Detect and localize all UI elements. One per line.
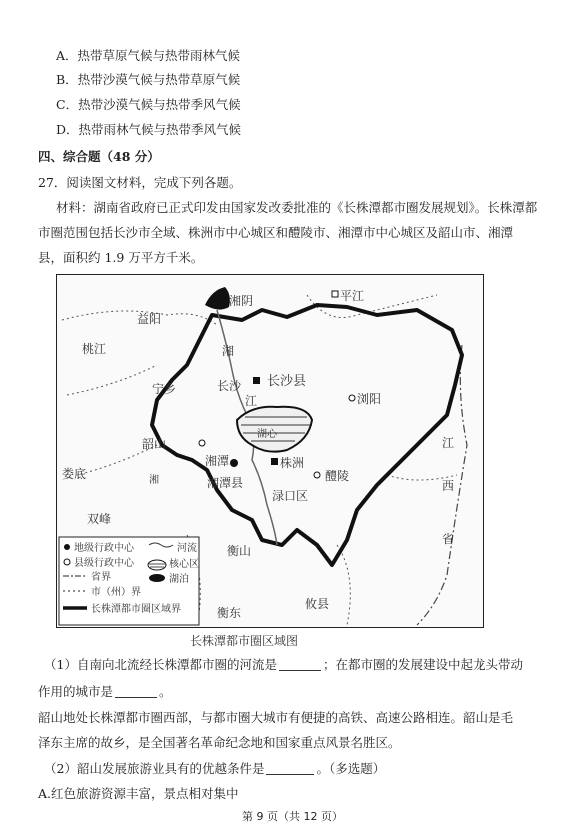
place-hengshan: 衡山 [227, 544, 252, 558]
q2-text-1: （2）韶山发展旅游业具有的优越条件是 [44, 761, 265, 776]
label-xiang-small: 湘 [149, 475, 159, 486]
material-line-3: 县，面积约 1.9 万平方千米。 [38, 250, 204, 265]
place-shaoshan: 韶山 [142, 437, 167, 451]
place-shuangfeng: 双峰 [87, 512, 112, 526]
place-loudi: 娄底 [62, 467, 87, 481]
q1-blank-city[interactable] [115, 685, 157, 698]
option-a [56, 48, 240, 64]
page-footer: 第 9 页（共 12 页） [242, 810, 343, 823]
section-title: 四、综合题（48 分） [38, 149, 160, 164]
q2-option-a: A.红色旅游资源丰富，景点相对集中 [38, 786, 239, 801]
option-text: 热带雨林气候与热带季风气候 [78, 122, 242, 137]
place-lukou: 渌口区 [272, 489, 309, 503]
place-ningxiang: 宁乡 [152, 382, 177, 396]
legend-prefecture: 地级行政中心 [74, 543, 134, 554]
question-27-2 [44, 761, 385, 777]
question-27-1-cont [38, 684, 172, 700]
map-legend [59, 537, 199, 625]
q1-blank-river[interactable] [279, 658, 321, 671]
option-c [56, 97, 241, 113]
place-youxian: 攸县 [305, 597, 330, 611]
q1-text-4: 。 [159, 684, 172, 699]
material-line-2: 市圈范围包括长沙市全域、株洲市中心城区和醴陵市、湘潭市中心城区及韶山市、湘潭 [38, 225, 514, 240]
place-yiyang: 益阳 [137, 312, 162, 326]
option-letter: C． [56, 97, 79, 112]
legend-core: 核心区 [169, 559, 199, 570]
place-pingjiang: 平江 [340, 289, 365, 303]
label-jiang: 江 [245, 394, 258, 408]
option-b [56, 72, 240, 88]
q2-text-2: 。（多选题） [316, 761, 386, 776]
place-changsha-county: 长沙县 [267, 374, 307, 389]
legend-metro-boundary: 长株潭都市圈区域界 [91, 604, 181, 615]
place-liuyang: 浏阳 [357, 392, 382, 406]
place-xiangtan: 湘潭 [205, 454, 230, 468]
place-xiangtan-county: 湘潭县 [207, 476, 244, 490]
place-hengdong: 衡东 [217, 606, 242, 620]
para2-line-2: 泽东主席的故乡，是全国著名革命纪念地和国家重点风景名胜区。 [38, 735, 401, 750]
q1-text-3: 作用的城市是 [38, 684, 114, 699]
legend-lake: 湖泊 [169, 574, 189, 585]
label-jiangxi-1: 江 [442, 436, 455, 450]
question-27-1 [44, 657, 523, 673]
option-letter: A． [56, 48, 78, 63]
legend-city-boundary: 市（州）界 [91, 587, 141, 598]
question-prompt: 阅读图文材料，完成下列各题。 [66, 175, 242, 190]
dongting-lake [205, 287, 230, 310]
option-text: 热带沙漠气候与热带季风气候 [78, 97, 241, 112]
option-letter: D． [56, 122, 79, 137]
option-d [56, 122, 241, 138]
label-xiang-river: 湘 [222, 344, 235, 358]
option-letter: B． [56, 72, 78, 87]
question-27 [38, 175, 241, 191]
map-caption: 长株潭都市圈区域图 [190, 634, 299, 648]
place-changsha: 长沙 [217, 379, 242, 393]
metro-region-map [56, 274, 484, 628]
legend-county: 县级行政中心 [74, 558, 134, 569]
para2-line-1: 韶山地处长株潭都市圈西部，与都市圈大城市有便捷的高铁、高速公路相连。韶山是毛 [38, 710, 514, 725]
question-number: 27． [38, 175, 67, 190]
place-zhuzhou: 株洲 [280, 456, 305, 470]
legend-river: 河流 [177, 543, 197, 554]
material-line-1: 材料：湖南省政府已正式印发由国家发改委批准的《长株潭都市圈发展规划》。长株潭都 [56, 200, 538, 215]
q1-text-2: ；在都市圈的发展建设中起龙头带动 [322, 657, 523, 672]
q1-text-1: （1）自南向北流经长株潭都市圈的河流是 [44, 657, 277, 672]
place-xiangyin: 湘阴 [229, 294, 254, 308]
option-text: 热带沙漠气候与热带草原气候 [77, 72, 241, 87]
label-lake-core: 湖心 [257, 429, 277, 440]
q2-blank[interactable] [266, 762, 314, 775]
place-taojiang: 桃江 [82, 342, 107, 356]
place-liling: 醴陵 [325, 469, 350, 483]
option-text: 热带草原气候与热带雨林气候 [77, 48, 241, 63]
legend-province: 省界 [91, 572, 111, 583]
label-jiangxi-3: 省 [442, 532, 455, 546]
label-jiangxi-2: 西 [442, 479, 455, 493]
